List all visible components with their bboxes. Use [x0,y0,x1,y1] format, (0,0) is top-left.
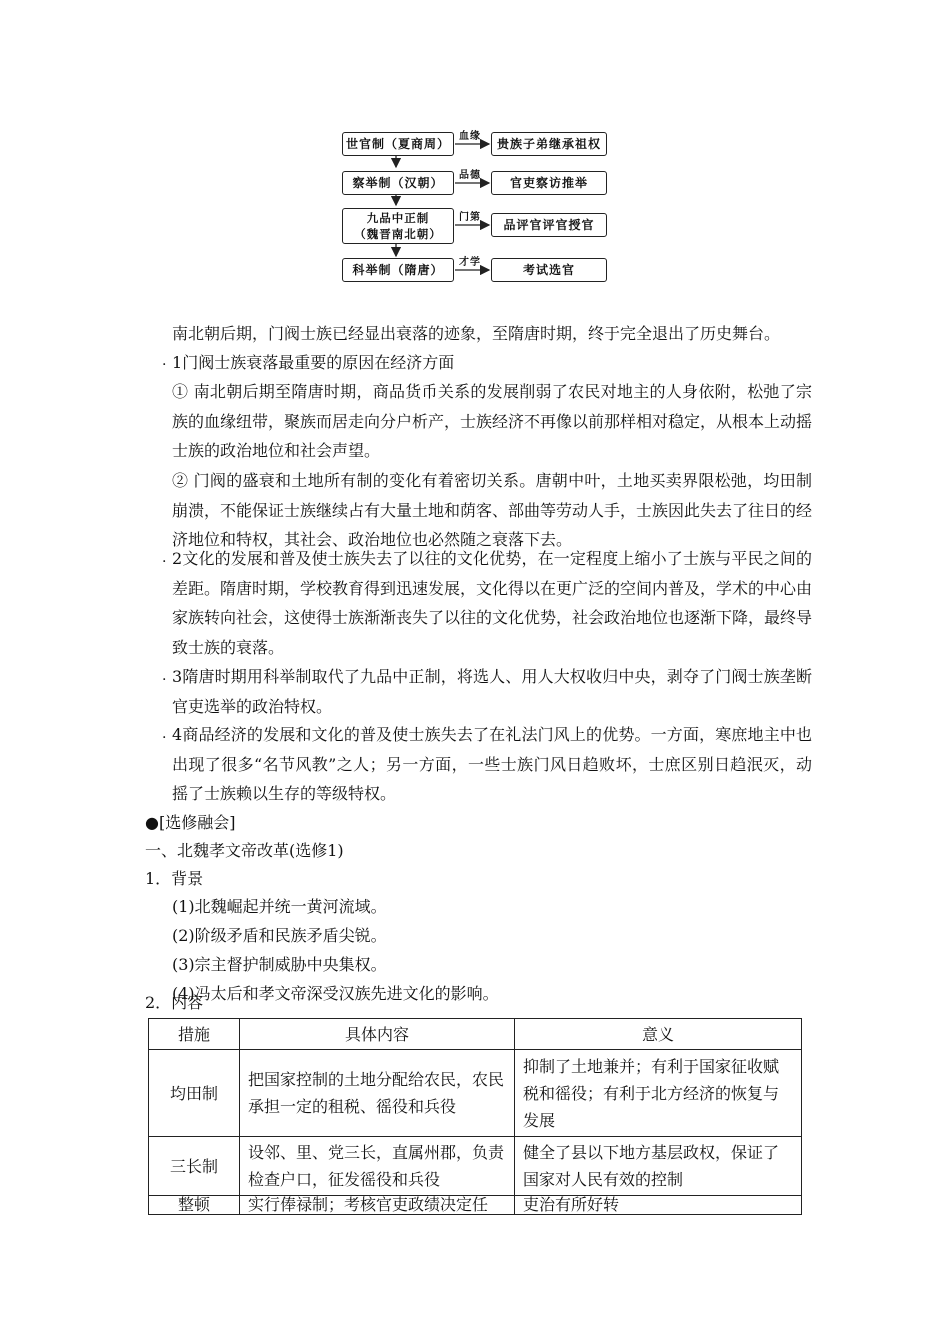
table-cell-significance: 健全了县以下地方基层政权，保证了国家对人民有效的控制 [515,1137,802,1196]
table-row [149,1196,802,1215]
point-1-text: 门阀士族衰落最重要的原因在经济方面 [182,353,455,372]
intro-paragraph: 南北朝后期，门阀士族已经显出衰落的迹象，至隋唐时期，终于完全退出了历史舞台。 [172,324,781,343]
table-header-cell: 措施 [149,1019,240,1050]
section-title: 一、北魏孝文帝改革(选修1) [145,841,344,860]
selection-system-diagram [0,0,950,300]
background-item-4: (4)冯太后和孝文帝深受汉族先进文化的影响。 [172,984,499,1003]
point-3-number: 3 [172,667,183,686]
arrow-label-2: 门第 [459,212,481,223]
right-box-3: 考试选官 [491,258,607,282]
point-1-number: 1 [172,353,183,372]
section-header: ●[选修融会] [145,813,236,832]
table-cell-measure: 整顿 [149,1196,240,1215]
table-cell-content: 实行俸禄制；考核官吏政绩决定任 [240,1196,515,1215]
arrow-label-0: 血缘 [459,131,481,142]
bullet-dot: . [162,550,167,566]
background-item-1: (1)北魏崛起并统一黄河流域。 [172,897,387,916]
left-box-kejuzhi: 科举制（隋唐） [342,258,454,282]
sub-point-1: ① 南北朝后期至隋唐时期，商品货币关系的发展削弱了农民对地主的人身依附，松弛了宗族的血缘纽带，聚族而居走向分户析产，士族经济不再像以前那样相对稳定，从根本上动摇士族的政治地位和社会声望。 [172,382,813,460]
table-header-cell: 具体内容 [240,1019,515,1050]
reform-content-table [148,1018,802,1215]
point-4 [172,720,812,809]
table-cell-significance: 抑制了土地兼并；有利于国家征收赋税和徭役；有利于北方经济的恢复与发展 [515,1050,802,1137]
right-box-1: 官吏察访推举 [491,171,607,195]
right-box-2: 品评官评官授官 [491,213,607,237]
left-box-shiguanzhi: 世官制（夏商周） [342,132,454,156]
point-2 [172,544,812,662]
table-row [149,1137,802,1196]
table-cell-content: 把国家控制的土地分配给农民，农民承担一定的租税、徭役和兵役 [240,1050,515,1137]
arrow-label-3: 才学 [459,257,481,268]
right-box-0: 贵族子弟继承祖权 [491,132,607,156]
bullet-dot: . [162,353,167,369]
point-4-number: 4 [172,725,183,744]
table-cell-significance: 吏治有所好转 [515,1196,802,1215]
point-1 [172,348,812,378]
point-2-number: 2 [172,549,183,568]
background-item-2: (2)阶级矛盾和民族矛盾尖锐。 [172,926,387,945]
arrow-label-1: 品德 [459,170,481,181]
bullet-dot: . [162,726,167,742]
table-header-row [149,1019,802,1050]
table-row [149,1050,802,1137]
point-3 [172,662,812,721]
background-heading: 1．背景 [145,869,204,888]
content-heading: 2．内容 [145,993,204,1012]
table-header-cell: 意义 [515,1019,802,1050]
left-box-jiupinzhongzheng: 九品中正制 （魏晋南北朝） [342,208,454,244]
point-4-text: 商品经济的发展和文化的普及使士族失去了在礼法门风上的优势。一方面，寒庶地主中也出现了很多“名节风教”之人；另一方面，一些士族门风日趋败坏，士庶区别日趋泯灭，动摇了士族赖以生存的等级特权。 [172,725,812,803]
table-cell-content: 设邻、里、党三长，直属州郡，负责检查户口，征发徭役和兵役 [240,1137,515,1196]
table-cell-measure: 均田制 [149,1050,240,1137]
table-cell-measure: 三长制 [149,1137,240,1196]
sub-point-2: ② 门阀的盛衰和土地所有制的变化有着密切关系。唐朝中叶，土地买卖界限松弛，均田制崩溃，不能保证士族继续占有大量土地和荫客、部曲等劳动人手，士族因此失去了往日的经济地位和特权，其社会、政治地位也必然随之衰落下去。 [172,471,813,549]
point-2-text: 文化的发展和普及使士族失去了以往的文化优势，在一定程度上缩小了士族与平民之间的差距。隋唐时期，学校教育得到迅速发展，文化得以在更广泛的空间内普及，学术的中心由家族转向社会，这使得士族渐渐丧失了以往的文化优势，社会政治地位也逐渐下降，最终导致士族的衰落。 [172,549,813,657]
point-3-text: 隋唐时期用科举制取代了九品中正制，将选人、用人大权收归中央，剥夺了门阀士族垄断官吏选举的政治特权。 [172,667,812,716]
left-box-chajuzhi: 察举制（汉朝） [342,171,454,195]
bullet-dot: . [162,668,167,684]
background-item-3: (3)宗主督护制威胁中央集权。 [172,955,387,974]
